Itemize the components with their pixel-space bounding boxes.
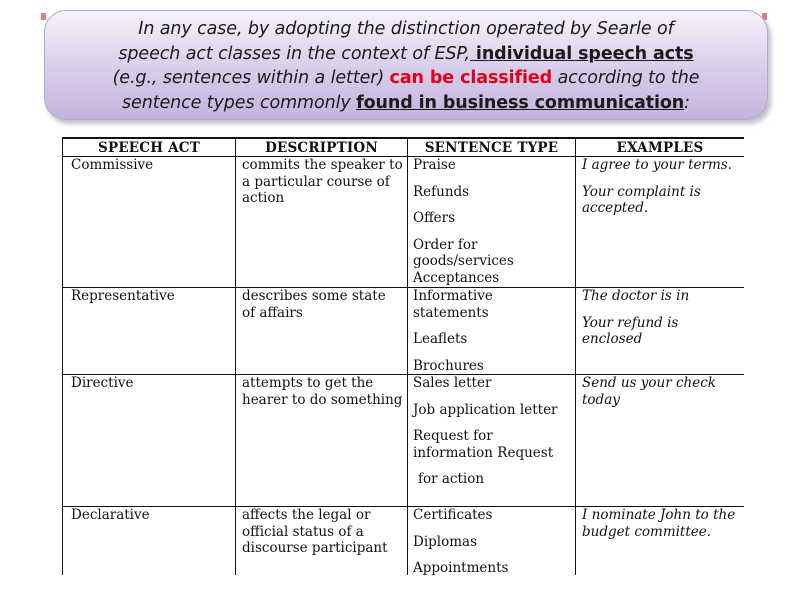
- sentence-type-item: Certificates: [413, 507, 493, 523]
- example-item: Your refund is enclosed: [582, 314, 679, 347]
- table-row: [63, 507, 745, 576]
- sentence-type-item: Job application letter: [413, 401, 558, 418]
- table-row: [63, 157, 745, 288]
- table-row: [63, 375, 745, 507]
- example-item: Send us your check today: [582, 375, 716, 408]
- examples-cell: [576, 507, 745, 576]
- description-cell: describes some state of affairs: [236, 288, 408, 375]
- sentence-type-item: Leaflets: [413, 331, 468, 347]
- sentence-type-cell: [408, 375, 576, 507]
- speech-act-table: [62, 137, 744, 575]
- sentence-type-item: Refunds: [413, 183, 470, 200]
- intro-line-2: speech act classes in the context of ESP, individual speech acts: [118, 43, 694, 64]
- examples-cell: [576, 288, 745, 375]
- description-cell: affects the legal or official status of a discourse participant: [236, 507, 408, 576]
- intro-callout: [44, 10, 768, 120]
- description-cell: attempts to get the hearer to do something: [236, 375, 408, 507]
- speech-act-cell: Representative: [63, 288, 236, 375]
- sentence-type-cell: [408, 288, 576, 375]
- intro-line-3: (e.g., sentences within a letter) can be classified according to the: [112, 68, 700, 88]
- sentence-type-item: for action: [418, 471, 485, 487]
- sentence-type-item: Informative statements: [413, 288, 493, 321]
- sentence-type-item: Diplomas: [413, 533, 478, 550]
- example-item: Your complaint is accepted.: [582, 183, 701, 216]
- table-header-row: [63, 138, 745, 157]
- example-item: The doctor is in: [582, 288, 690, 304]
- sentence-type-cell: [408, 507, 576, 576]
- table-row: [63, 288, 745, 375]
- examples-cell: [576, 157, 745, 288]
- sentence-type-item: Brochures: [413, 357, 484, 374]
- sentence-type-item: Order for goods/services: [413, 236, 514, 269]
- sentence-type-item: Sales letter: [413, 375, 492, 391]
- example-item: I agree to your terms.: [582, 157, 732, 173]
- corner-mark-left: [41, 13, 46, 20]
- example-item: I nominate John to the budget committee.: [582, 507, 736, 540]
- sentence-type-cell: [408, 157, 576, 288]
- speech-act-table-container: [62, 137, 744, 575]
- intro-text: [55, 17, 757, 115]
- sentence-type-item: Request for information Request: [413, 428, 554, 461]
- description-cell: commits the speaker to a particular course of action: [236, 157, 408, 288]
- examples-cell: [576, 375, 745, 507]
- header-examples: EXAMPLES: [576, 138, 745, 157]
- sentence-type-item: Acceptances: [413, 269, 500, 286]
- intro-line-4: sentence types commonly found in business communication:: [122, 92, 690, 113]
- sentence-type-item: Offers: [413, 210, 456, 226]
- intro-line-1: In any case, by adopting the distinction operated by Searle of: [138, 19, 674, 39]
- sentence-type-item: Appointments: [413, 560, 509, 575]
- header-speech-act: SPEECH ACT: [63, 138, 236, 157]
- speech-act-cell: Directive: [63, 375, 236, 507]
- speech-act-cell: Commissive: [63, 157, 236, 288]
- speech-act-cell: Declarative: [63, 507, 236, 576]
- header-description: DESCRIPTION: [236, 138, 408, 157]
- sentence-type-item: Praise: [413, 157, 456, 173]
- header-sentence-type: SENTENCE TYPE: [408, 138, 576, 157]
